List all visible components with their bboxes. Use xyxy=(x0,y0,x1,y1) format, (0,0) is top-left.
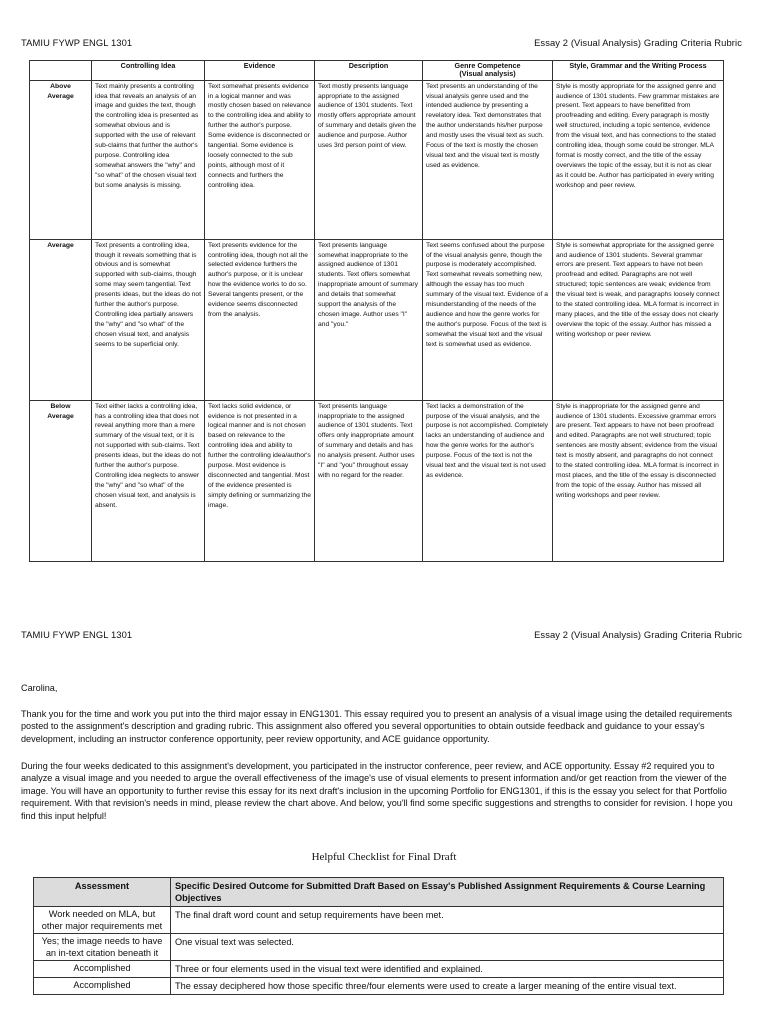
level-label: Below Average xyxy=(30,400,92,561)
outcome-cell: Three or four elements used in the visual text were identified and explained. xyxy=(171,961,724,978)
outcome-cell: The essay deciphered how those specific three/four elements were used to create a larger meaning of the entire visual text. xyxy=(171,978,724,995)
course-label: TAMIU FYWP ENGL 1301 xyxy=(21,629,133,640)
col-header-genre-competence: Genre Competence (Visual analysis) xyxy=(423,61,553,81)
assessment-cell: Accomplished xyxy=(34,978,171,995)
col-header-assessment: Assessment xyxy=(34,878,171,907)
checklist-row xyxy=(34,961,724,978)
page-header xyxy=(21,629,742,640)
checklist-row xyxy=(34,978,724,995)
assessment-cell: Work needed on MLA, but other major requirements met xyxy=(34,907,171,934)
course-label: TAMIU FYWP ENGL 1301 xyxy=(21,37,133,48)
salutation: Carolina, xyxy=(21,683,58,693)
letter-paragraph-1: Thank you for the time and work you put into the third major essay in ENG1301. This essay required you to present an analysis of a visual image using the detailed requirements posted to the assignment's description and grading rubric. This assignment also offered you several opportunities to obtain outside feedback and guidance to your essay's development, including an instructor conference opportunity, peer review opportunity, and ACE guidance opportunity. xyxy=(21,709,733,744)
rubric-cell: Text mostly presents language appropriate to the assigned audience of 1301 students. Text mostly offers appropriate amount of summary and details given the audience and purpose. Author uses 3rd person point of view. xyxy=(315,80,423,239)
grading-rubric-table xyxy=(29,60,724,562)
rubric-cell: Text presents a controlling idea, though it reveals something that is obvious and is somewhat supported with sub-claims, though some may seem tangential. Text presents ideas, but the ideas do not further the author's purpose. Controlling idea partially answers the "why" and "so what" of the chosen visual text, and analysis seems to be superficial only. xyxy=(92,239,205,400)
col-header-description: Description xyxy=(315,61,423,81)
rubric-cell: Text lacks a demonstration of the purpose of the visual analysis, and the purpose is not accomplished. Completely lacks an understanding of audience and how the genre works for the author's purpose. Focus of the text is not the visual text and the visual text is not used as evidence. xyxy=(423,400,553,561)
rubric-cell: Text somewhat presents evidence in a logical manner and was mostly chosen based on relevance to the controlling idea and ability to further the author's purpose. Some evidence is disconnected or tangential. Some evidence is loosely connected to the sub points, although most of it connects and furthers the controlling idea. xyxy=(205,80,315,239)
rubric-row-above-average xyxy=(30,80,724,239)
rubric-cell: Text either lacks a controlling idea, has a controlling idea that does not reveal anything more than a mere summary of the visual text, or it is not supported with sub-claims. Text presents ideas, but the ideas do not further the author's purpose. Controlling idea neglects to answer the "why" and "so what" of the chosen visual text, and analysis is absent. xyxy=(92,400,205,561)
col-header-desired-outcome: Specific Desired Outcome for Submitted Draft Based on Essay's Published Assignment Requirements & Course Learning Objectives xyxy=(171,878,724,907)
checklist-row xyxy=(34,907,724,934)
rubric-header-row xyxy=(30,61,724,81)
rubric-row-average xyxy=(30,239,724,400)
rubric-corner-cell xyxy=(30,61,92,81)
rubric-cell: Text presents language inappropriate to the assigned audience of 1301 students. Text offers only inappropriate amount of summary and details and has no analysis present. Author uses "I" and "you" throughout essay with no regard for the reader. xyxy=(315,400,423,561)
letter-paragraph-2: During the four weeks dedicated to this assignment's development, you participated in the instructor conference, peer review, and ACE opportunity. Essay #2 required you to analyze a visual image and you needed to argue the overall effectiveness of the image's use of visual elements to present information and/or get reaction from the viewer of the image. You will have an opportunity to further revise this essay for its next draft's inclusion in the upcoming Portfolio for ENG1301, if this is the essay you select for that Portfolio requirement. With that revision's needs in mind, please review the chart above. And below, you'll find some specific suggestions and strengths to consider for revision. I hope you find this input helpful! xyxy=(21,761,733,821)
col-header-style-grammar: Style, Grammar and the Writing Process xyxy=(553,61,724,81)
final-draft-checklist-table xyxy=(33,877,724,995)
checklist-row xyxy=(34,934,724,961)
rubric-cell: Text presents language somewhat inappropriate to the assigned audience of 1301 students. Text offers somewhat inappropriate amount of summary and details that somewhat support the analysis of the chosen image. Author uses "I" and "you." xyxy=(315,239,423,400)
checklist-title: Helpful Checklist for Final Draft xyxy=(311,851,457,863)
assessment-cell: Accomplished xyxy=(34,961,171,978)
rubric-cell: Style is inappropriate for the assigned genre and audience of 1301 students. Excessive grammar errors are present. Text appears to have not been proofread and edited. Paragraphs are not well structured; topic sentences are mostly absent; evidence from the visual text is mostly absent, and paragraphs do not connect to the stated controlling idea. MLA format is incorrect in most places, and the title of the essay is disconnected from the topic of the essay. Author has missed all writing workshops and peer review. xyxy=(553,400,724,561)
rubric-row-below-average xyxy=(30,400,724,561)
rubric-cell: Text presents evidence for the controlling idea, though not all the selected evidence furthers the author's purpose, or it is unclear how the evidence works to do so. Several tangents present, or the evidence seems disconnected from the analysis. xyxy=(205,239,315,400)
rubric-cell: Style is somewhat appropriate for the assigned genre and audience of 1301 students. Several grammar errors are present. Text appears to have not been proofread and edited. Paragraphs are not well structured; topic sentences are weak; evidence from the visual text is weak, and paragraphs loosely connect to the stated controlling idea. MLA format is incorrect in many places, and the title of the essay does not clearly overview the topic of the essay. Author has missed a writing workshop or peer review. xyxy=(553,239,724,400)
col-header-controlling-idea: Controlling Idea xyxy=(92,61,205,81)
outcome-cell: The final draft word count and setup requirements have been met. xyxy=(171,907,724,934)
level-label: Average xyxy=(30,239,92,400)
outcome-cell: One visual text was selected. xyxy=(171,934,724,961)
assessment-cell: Yes; the image needs to have an in-text citation beneath it xyxy=(34,934,171,961)
rubric-cell: Text mainly presents a controlling idea that reveals an analysis of an image and guides the text, though the controlling idea is presented as somewhat obvious and is supported with the use of relevant sub-claims that further the author's purpose. Controlling idea somewhat answers the "why" and "so what" of the chosen visual text but some analysis is missing. xyxy=(92,80,205,239)
rubric-cell: Text lacks solid evidence, or evidence is not presented in a logical manner and is not chosen based on relevance to the controlling idea and ability to further the controlling idea/author's purpose. Most evidence is disconnected and tangential. Most of the evidence presented is simply defining or summarizing the image. xyxy=(205,400,315,561)
rubric-cell: Text presents an understanding of the visual analysis genre used and the intended audience by presenting a revelatory idea. Text demonstrates that the author understands his/her purpose and mostly uses the visual text as such. Focus of the text is mostly the chosen visual text and the visual text is mostly used as evidence. xyxy=(423,80,553,239)
level-label: Above Average xyxy=(30,80,92,239)
rubric-title: Essay 2 (Visual Analysis) Grading Criteria Rubric xyxy=(534,37,742,48)
col-header-evidence: Evidence xyxy=(205,61,315,81)
rubric-cell: Text seems confused about the purpose of the visual analysis genre, though the purpose is moderately accomplished. Text somewhat reveals something new, although the essay has too much summary of the visual text. Evidence of a misunderstanding of the needs of the audience and how the genre works for the author's purpose. Focus of the text is somewhat the visual text and the visual text is somewhat used as evidence. xyxy=(423,239,553,400)
rubric-cell: Style is mostly appropriate for the assigned genre and audience of 1301 students. Few grammar mistakes are present. Text appears to have benefitted from proofreading and editing. Every paragraph is mostly well structured, including a topic sentence, evidence from the visual text, and has connections to the stated controlling idea, though some could be stronger. MLA format is mostly correct, and the title of the essay overviews the topic of the essay, but it is not as clear as it could be. Author has participated in every writing workshop and peer review. xyxy=(553,80,724,239)
page-header xyxy=(21,37,742,48)
rubric-title: Essay 2 (Visual Analysis) Grading Criteria Rubric xyxy=(534,629,742,640)
checklist-header-row xyxy=(34,878,724,907)
